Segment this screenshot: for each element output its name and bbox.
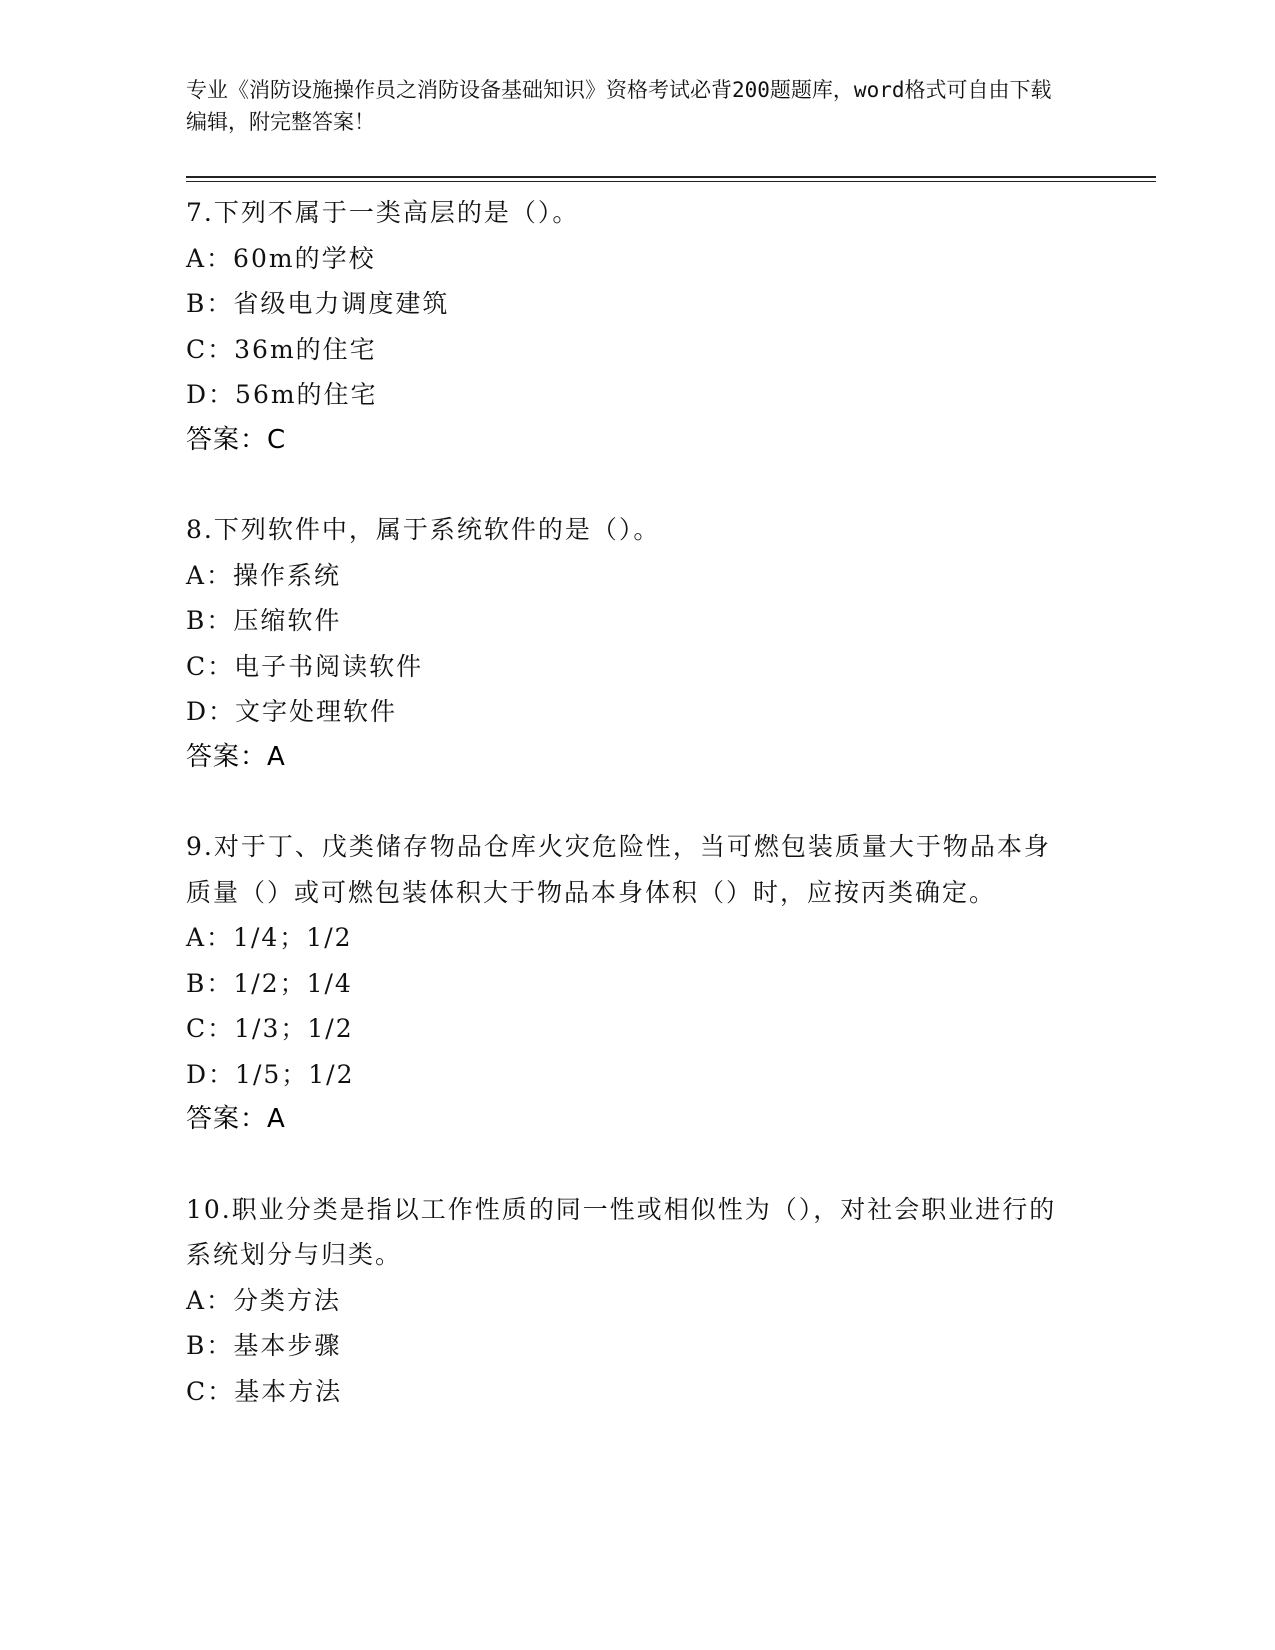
- question-7: [186, 190, 1086, 463]
- answer: 答案：C: [186, 424, 287, 455]
- option-a: A：1/4；1/2: [186, 923, 353, 952]
- option-d: D：56m的住宅: [186, 380, 378, 409]
- option-c: C：36m的住宅: [186, 334, 377, 364]
- option-d: D：1/5；1/2: [186, 1059, 355, 1089]
- option-d: D：文字处理软件: [186, 697, 398, 726]
- question-stem: 10.职业分类是指以工作性质的同一性或相似性为（），对社会职业进行的系统划分与归类。: [186, 1194, 1057, 1269]
- question-8: [186, 507, 1086, 780]
- question-stem: 9.对于丁、戊类储存物品仓库火灾危险性，当可燃包装质量大于物品本身质量（）或可燃包装体积大于物品本身体积（）时，应按丙类确定。: [186, 832, 1051, 907]
- question-stem: 8.下列软件中，属于系统软件的是（）。: [186, 515, 661, 544]
- option-c: C：基本方法: [186, 1376, 343, 1406]
- document-header: 专业《消防设施操作员之消防设备基础知识》资格考试必背200题题库，word格式可自由下载编辑，附完整答案！: [186, 78, 1052, 134]
- option-b: B：1/2；1/4: [186, 968, 353, 998]
- option-b: B：省级电力调度建筑: [186, 289, 450, 318]
- option-b: B：压缩软件: [186, 606, 342, 635]
- answer: 答案：A: [186, 741, 286, 772]
- question-stem: 7.下列不属于一类高层的是（）。: [186, 198, 580, 227]
- option-c: C：电子书阅读软件: [186, 651, 424, 681]
- question-list: [186, 190, 1086, 1458]
- option-a: A：操作系统: [186, 560, 342, 590]
- option-b: B：基本步骤: [186, 1331, 342, 1360]
- header-divider: [186, 176, 1156, 182]
- option-a: A：分类方法: [186, 1285, 342, 1315]
- answer: 答案：A: [186, 1104, 286, 1134]
- question-10: [186, 1187, 1086, 1415]
- question-9: [186, 824, 1086, 1143]
- option-a: A：60m的学校: [186, 243, 376, 273]
- option-c: C：1/3；1/2: [186, 1014, 354, 1043]
